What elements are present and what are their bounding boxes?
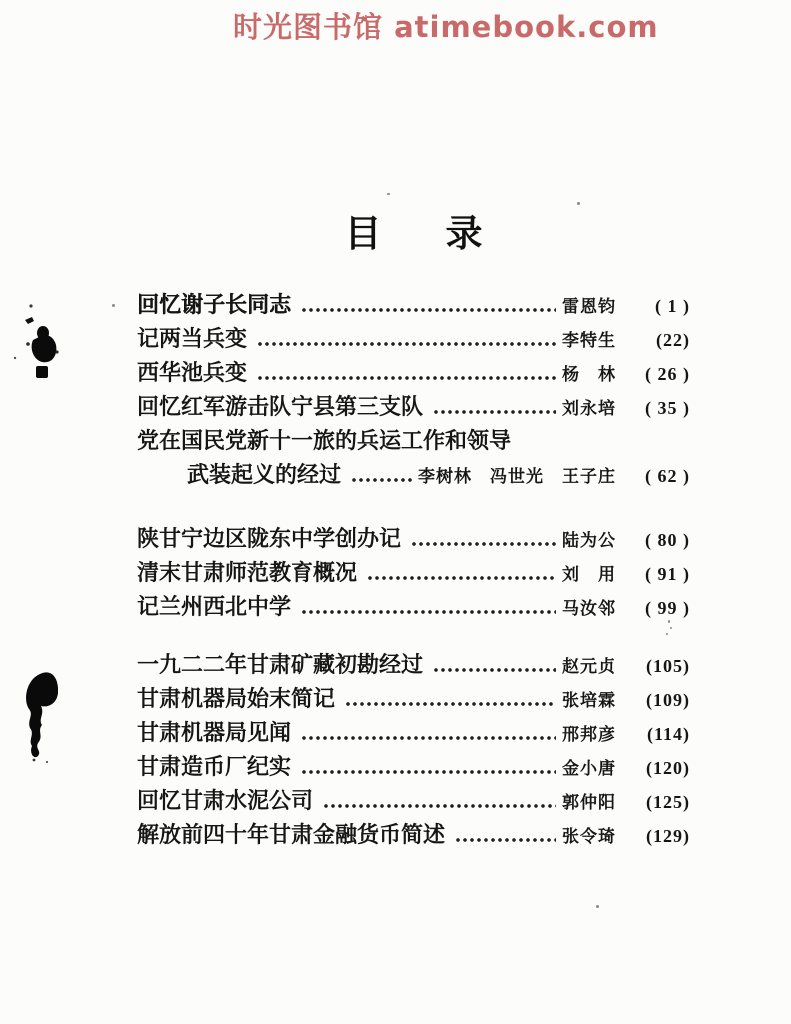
entry-title: 党在国民党新十一旅的兵运工作和领导 (137, 428, 512, 453)
entry-page-number: (105) (646, 656, 690, 676)
toc-entry (137, 556, 690, 590)
dot-leader (345, 701, 556, 708)
scan-speck (387, 193, 390, 195)
entry-title: 一九二二年甘肃矿藏初勘经过 (137, 652, 424, 677)
scan-speck (666, 633, 668, 635)
entry-page-number: (114) (647, 724, 690, 744)
dot-leader (301, 769, 556, 776)
toc-entry-second-line (137, 458, 690, 492)
entry-title: 甘肃机器局始末简记 (137, 686, 336, 711)
entry-page-number: (22) (656, 330, 690, 350)
toc-entry (137, 322, 690, 356)
entry-author: 刘 用 (562, 565, 616, 584)
entry-page-number: ( 35 ) (645, 398, 690, 418)
entry-authors: 李树林 冯世光 王子庄 (418, 467, 616, 486)
entry-page-number: (125) (646, 792, 690, 812)
dot-leader (455, 837, 556, 844)
entry-title: 回忆甘肃水泥公司 (137, 788, 314, 813)
entry-page-number: ( 62 ) (645, 466, 690, 486)
entry-author: 刘永培 (562, 399, 616, 418)
toc-entry (137, 750, 690, 784)
entry-author: 张培霖 (562, 691, 616, 710)
entry-page-number: (129) (646, 826, 690, 846)
dot-leader (433, 409, 556, 416)
entry-page-number: ( 91 ) (645, 564, 690, 584)
entry-title: 记兰州西北中学 (137, 594, 292, 619)
dot-leader (301, 735, 556, 742)
toc-entry (137, 648, 690, 682)
dot-leader (257, 341, 556, 348)
page-title (137, 203, 690, 257)
entry-page-number: (120) (646, 758, 690, 778)
entry-page-number: ( 1 ) (655, 296, 690, 316)
dot-leader (411, 541, 556, 548)
dot-leader (323, 803, 556, 810)
toc-entry (137, 522, 690, 556)
scan-speck (112, 304, 115, 307)
scan-speck (668, 620, 670, 623)
entry-title: 解放前四十年甘肃金融货币简述 (137, 822, 446, 847)
toc-entry (137, 590, 690, 624)
entry-author: 杨 林 (562, 365, 616, 384)
entry-title: 回忆谢子长同志 (137, 292, 292, 317)
entry-author: 陆为公 (562, 531, 616, 550)
toc-entry (137, 784, 690, 818)
entry-page-number: (109) (646, 690, 690, 710)
entry-title: 甘肃机器局见闻 (137, 720, 292, 745)
toc-entry (137, 682, 690, 716)
toc-entry (137, 818, 690, 852)
entry-author: 马汝邻 (562, 599, 616, 618)
entry-title: 西华池兵变 (137, 360, 248, 385)
toc-entry (137, 390, 690, 424)
entry-title: 武装起义的经过 (187, 462, 342, 487)
entry-title: 清末甘肃师范教育概况 (137, 560, 358, 585)
entry-title: 甘肃造币厂纪实 (137, 754, 292, 779)
page-title-char-1: 目 (344, 214, 382, 255)
scan-speck (596, 905, 599, 908)
entry-author: 李特生 (562, 331, 616, 350)
scan-speck (670, 627, 672, 629)
entry-page-number: ( 80 ) (645, 530, 690, 550)
dot-leader (301, 609, 556, 616)
entry-title: 记两当兵变 (137, 326, 248, 351)
page-title-char-2: 录 (445, 214, 483, 255)
table-of-contents (137, 288, 690, 852)
dot-leader (367, 575, 556, 582)
entry-page-number: ( 26 ) (645, 364, 690, 384)
dot-leader (351, 477, 412, 484)
dot-leader (433, 667, 556, 674)
toc-entry (137, 716, 690, 750)
entry-author: 金小唐 (562, 759, 616, 778)
entry-page-number: ( 99 ) (645, 598, 690, 618)
dot-leader (257, 375, 556, 382)
toc-entry (137, 288, 690, 322)
watermark: 时光图书馆 atimebook.com (233, 10, 659, 44)
entry-author: 雷恩钧 (562, 297, 616, 316)
dot-leader (301, 307, 556, 314)
entry-author: 张令琦 (562, 827, 616, 846)
scan-speck (577, 202, 580, 205)
entry-author: 郭仲阳 (562, 793, 616, 812)
toc-entry-first-line (137, 424, 690, 458)
entry-author: 赵元贞 (562, 657, 616, 676)
entry-title: 回忆红军游击队宁县第三支队 (137, 394, 424, 419)
entry-author: 邢邦彦 (562, 725, 616, 744)
entry-title: 陕甘宁边区陇东中学创办记 (137, 526, 402, 551)
toc-entry (137, 356, 690, 390)
